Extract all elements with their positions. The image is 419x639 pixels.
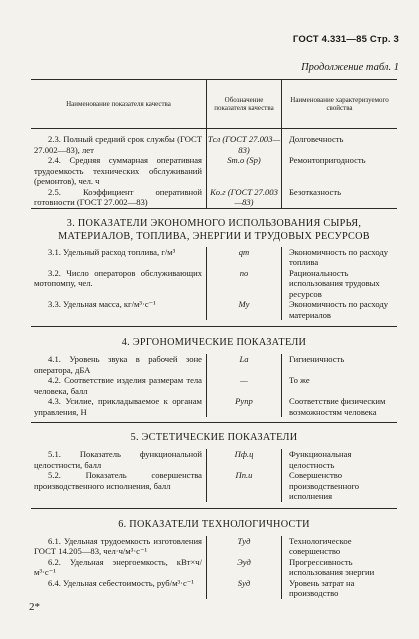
row-symbol: Tуд: [206, 536, 281, 557]
row-property: Технологическое совершенство: [281, 536, 397, 557]
section-aesthetics: [31, 422, 397, 502]
row-name: 6.4. Удельная себестоимость, руб/м³·с⁻¹: [48, 577, 194, 588]
row-name: 3.1. Удельный расход топлива, г/м³: [48, 246, 176, 257]
table-row: [31, 470, 397, 502]
row-name: 5.2. Показатель совершенства производственного исполнения, балл: [34, 470, 202, 491]
row-name: 2.5. Коэффициент оперативной готовности (ГОСТ 27.002—83): [34, 186, 202, 207]
table-row: [31, 449, 397, 470]
page-header: ГОСТ 4.331—85 Стр. 3: [292, 34, 399, 45]
row-name: 2.3. Полный средний срок службы (ГОСТ 27.002—83), лет: [34, 134, 202, 155]
row-property: Уровень затрат на производство: [281, 578, 397, 599]
row-property: Соответствие физическим возможностям человека: [281, 396, 397, 417]
section-technology: [31, 508, 397, 599]
section-ergonomics: [31, 326, 397, 417]
table-row: [31, 557, 397, 578]
section-title: 4. ЭРГОНОМИЧЕСКИЕ ПОКАЗАТЕЛИ: [121, 337, 307, 348]
col-header-name: Наименование показателя качества: [66, 100, 171, 108]
row-property: Экономичность по расходу топлива: [281, 247, 397, 268]
row-name: 4.2. Соответствие изделия размерам тела человека, балл: [34, 375, 202, 396]
row-property: Рациональность использования трудовых ресурсов: [281, 268, 397, 300]
table-row: [31, 299, 397, 320]
table-row: [31, 187, 397, 208]
table-row: [31, 268, 397, 300]
section-title: 6. ПОКАЗАТЕЛИ ТЕХНОЛОГИЧНОСТИ: [118, 518, 310, 530]
col-header-property: Наименование характеризуемого свойства: [281, 80, 397, 128]
row-name: 3.2. Число операторов обслуживающих мотопомпу, чел.: [34, 267, 202, 288]
row-name: 5.1. Показатель функциональной целостности, балл: [34, 449, 202, 470]
table-row: [31, 247, 397, 268]
section-economy: [31, 208, 397, 321]
row-property: Функциональная целостность: [281, 449, 397, 470]
row-symbol: Пф.ц: [206, 449, 281, 470]
row-name: 2.4. Средняя суммарная оперативная трудоемкость технических обслуживаний (ремонтов), чел. ч: [34, 155, 202, 186]
row-property: То же: [281, 375, 397, 396]
page-footer-mark: 2*: [29, 601, 40, 613]
row-property: Безотказность: [281, 187, 397, 208]
col-header-symbol: Обозначение показателя качества: [206, 80, 281, 128]
row-symbol: Пп.и: [206, 470, 281, 502]
row-symbol: Pупр: [206, 396, 281, 417]
table-row: [31, 396, 397, 417]
table-row: [31, 578, 397, 599]
table-header: [31, 79, 397, 129]
row-property: Гигиеничность: [281, 354, 397, 375]
section-title: 5. ЭСТЕТИЧЕСКИЕ ПОКАЗАТЕЛИ: [130, 432, 298, 443]
row-symbol: Lа: [206, 354, 281, 375]
row-name: 6.2. Удельная энергоемкость, кВт×ч/м³·с⁻¹: [34, 556, 202, 577]
row-symbol: Sуд: [206, 578, 281, 599]
row-name: 6.1. Удельная трудоемкость изготовления ГОСТ 14.205—83, чел·ч/м³·с⁻¹: [34, 535, 202, 556]
row-symbol: Эуд: [206, 557, 281, 578]
row-name: 3.3. Удельная масса, кг/м³·с⁻¹: [48, 299, 156, 309]
table-row: [31, 134, 397, 155]
row-symbol: Kо.г (ГОСТ 27.003—83): [206, 187, 281, 208]
row-property: Долговечность: [281, 134, 397, 155]
row-symbol: qт: [206, 247, 281, 268]
table-row: [31, 354, 397, 375]
table-row: [31, 375, 397, 396]
row-symbol: nо: [206, 268, 281, 300]
row-property: Прогрессивность использования энергии: [281, 557, 397, 578]
continuation-note: Продолжение табл. 1: [301, 62, 399, 73]
row-symbol: —: [206, 375, 281, 396]
row-property: Экономичность по расходу материалов: [281, 299, 397, 320]
quality-table: [31, 79, 397, 599]
row-name: 4.1. Уровень звука в рабочей зоне оператора, дБА: [34, 354, 202, 375]
row-symbol: Sт.о (Sр): [206, 155, 281, 187]
section-title: 3. ПОКАЗАТЕЛИ ЭКОНОМНОГО ИСПОЛЬЗОВАНИЯ СЫРЬЯ, МАТЕРИАЛОВ, ТОПЛИВА, ЭНЕРГИИ И ТРУДОВЫХ РЕСУРСОВ: [58, 217, 370, 242]
row-property: Совершенство производственного исполнения: [281, 470, 397, 502]
table-row: [31, 536, 397, 557]
row-symbol: Mу: [206, 299, 281, 320]
table-row: [31, 155, 397, 187]
row-symbol: Tсл (ГОСТ 27.003—83): [207, 134, 281, 155]
row-name: 4.3. Усилие, прикладываемое к органам управления, Н: [34, 396, 202, 417]
row-property: Ремонтопригодность: [281, 155, 397, 187]
